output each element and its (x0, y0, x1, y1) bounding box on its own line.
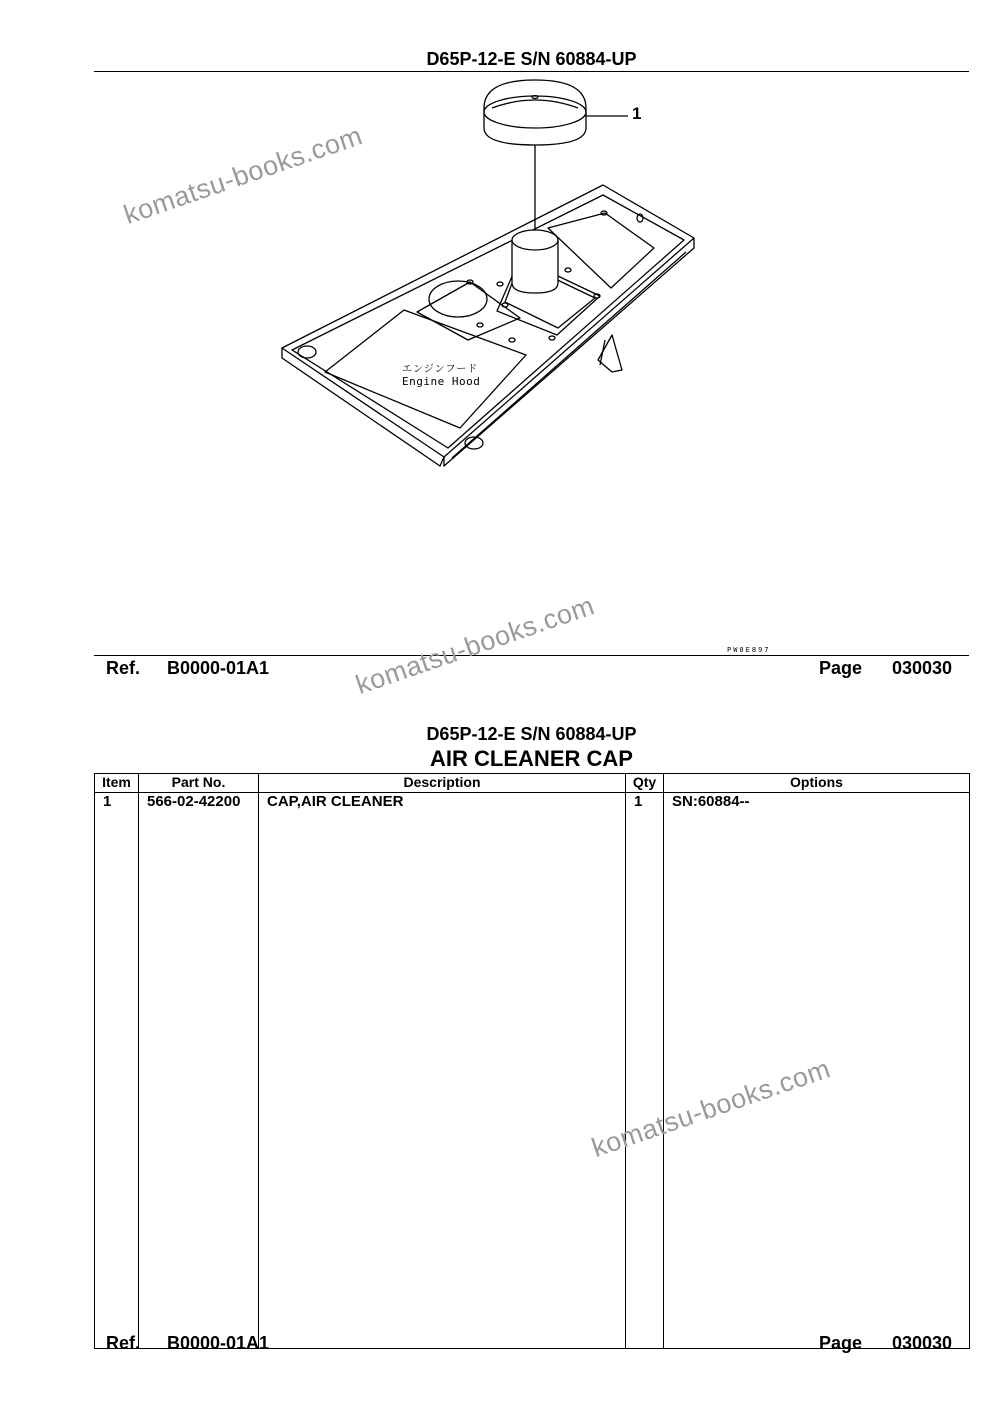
footer-ref-label: Ref. (106, 1333, 141, 1353)
footer-rule (94, 655, 969, 656)
column-header-item: Item (95, 774, 139, 793)
cell-options: SN:60884-- (664, 793, 970, 812)
cell-item: 1 (95, 793, 139, 812)
parts-header-title: D65P-12-E S/N 60884-UP (426, 724, 637, 744)
column-header-part-no: Part No. (139, 774, 259, 793)
footer-page-label: Page (819, 658, 863, 678)
drawing-label-jp: エンジンフード (402, 364, 479, 375)
footer-page-value: 030030 (892, 1333, 953, 1353)
column-header-description: Description (259, 774, 626, 793)
cell-qty: 1 (626, 793, 664, 812)
footer-ref-label: Ref. (106, 658, 141, 678)
cell-part-no: 566-02-42200 (139, 793, 259, 812)
cell-description: CAP,AIR CLEANER (259, 793, 626, 812)
air-cleaner-cap-part (484, 80, 586, 145)
engine-hood-drawing (0, 0, 992, 660)
hood-plate (282, 185, 694, 466)
watermark-text: komatsu-books.com (587, 1053, 835, 1164)
watermark-text: komatsu-books.com (351, 590, 599, 701)
footer-ref-value: B0000-01A1 (167, 658, 270, 678)
table-row (95, 793, 970, 812)
footer-ref-value: B0000-01A1 (167, 1333, 270, 1353)
drawing-code: PW0E897 (727, 646, 771, 654)
callout-number: 1 (632, 104, 642, 123)
parts-table (94, 773, 970, 1349)
support-leg (598, 335, 622, 372)
section-title: AIR CLEANER CAP (430, 746, 633, 771)
table-empty-space (95, 811, 970, 1349)
air-intake-pipe (512, 228, 558, 293)
watermark-text: komatsu-books.com (119, 120, 367, 231)
column-header-options: Options (664, 774, 970, 793)
table-header-row (95, 774, 970, 793)
drawing-label-en: Engine Hood (402, 375, 481, 388)
illustration-header-title: D65P-12-E S/N 60884-UP (426, 49, 637, 69)
footer-page-label: Page (819, 1333, 863, 1353)
column-header-qty: Qty (626, 774, 664, 793)
footer-page-value: 030030 (892, 658, 953, 678)
